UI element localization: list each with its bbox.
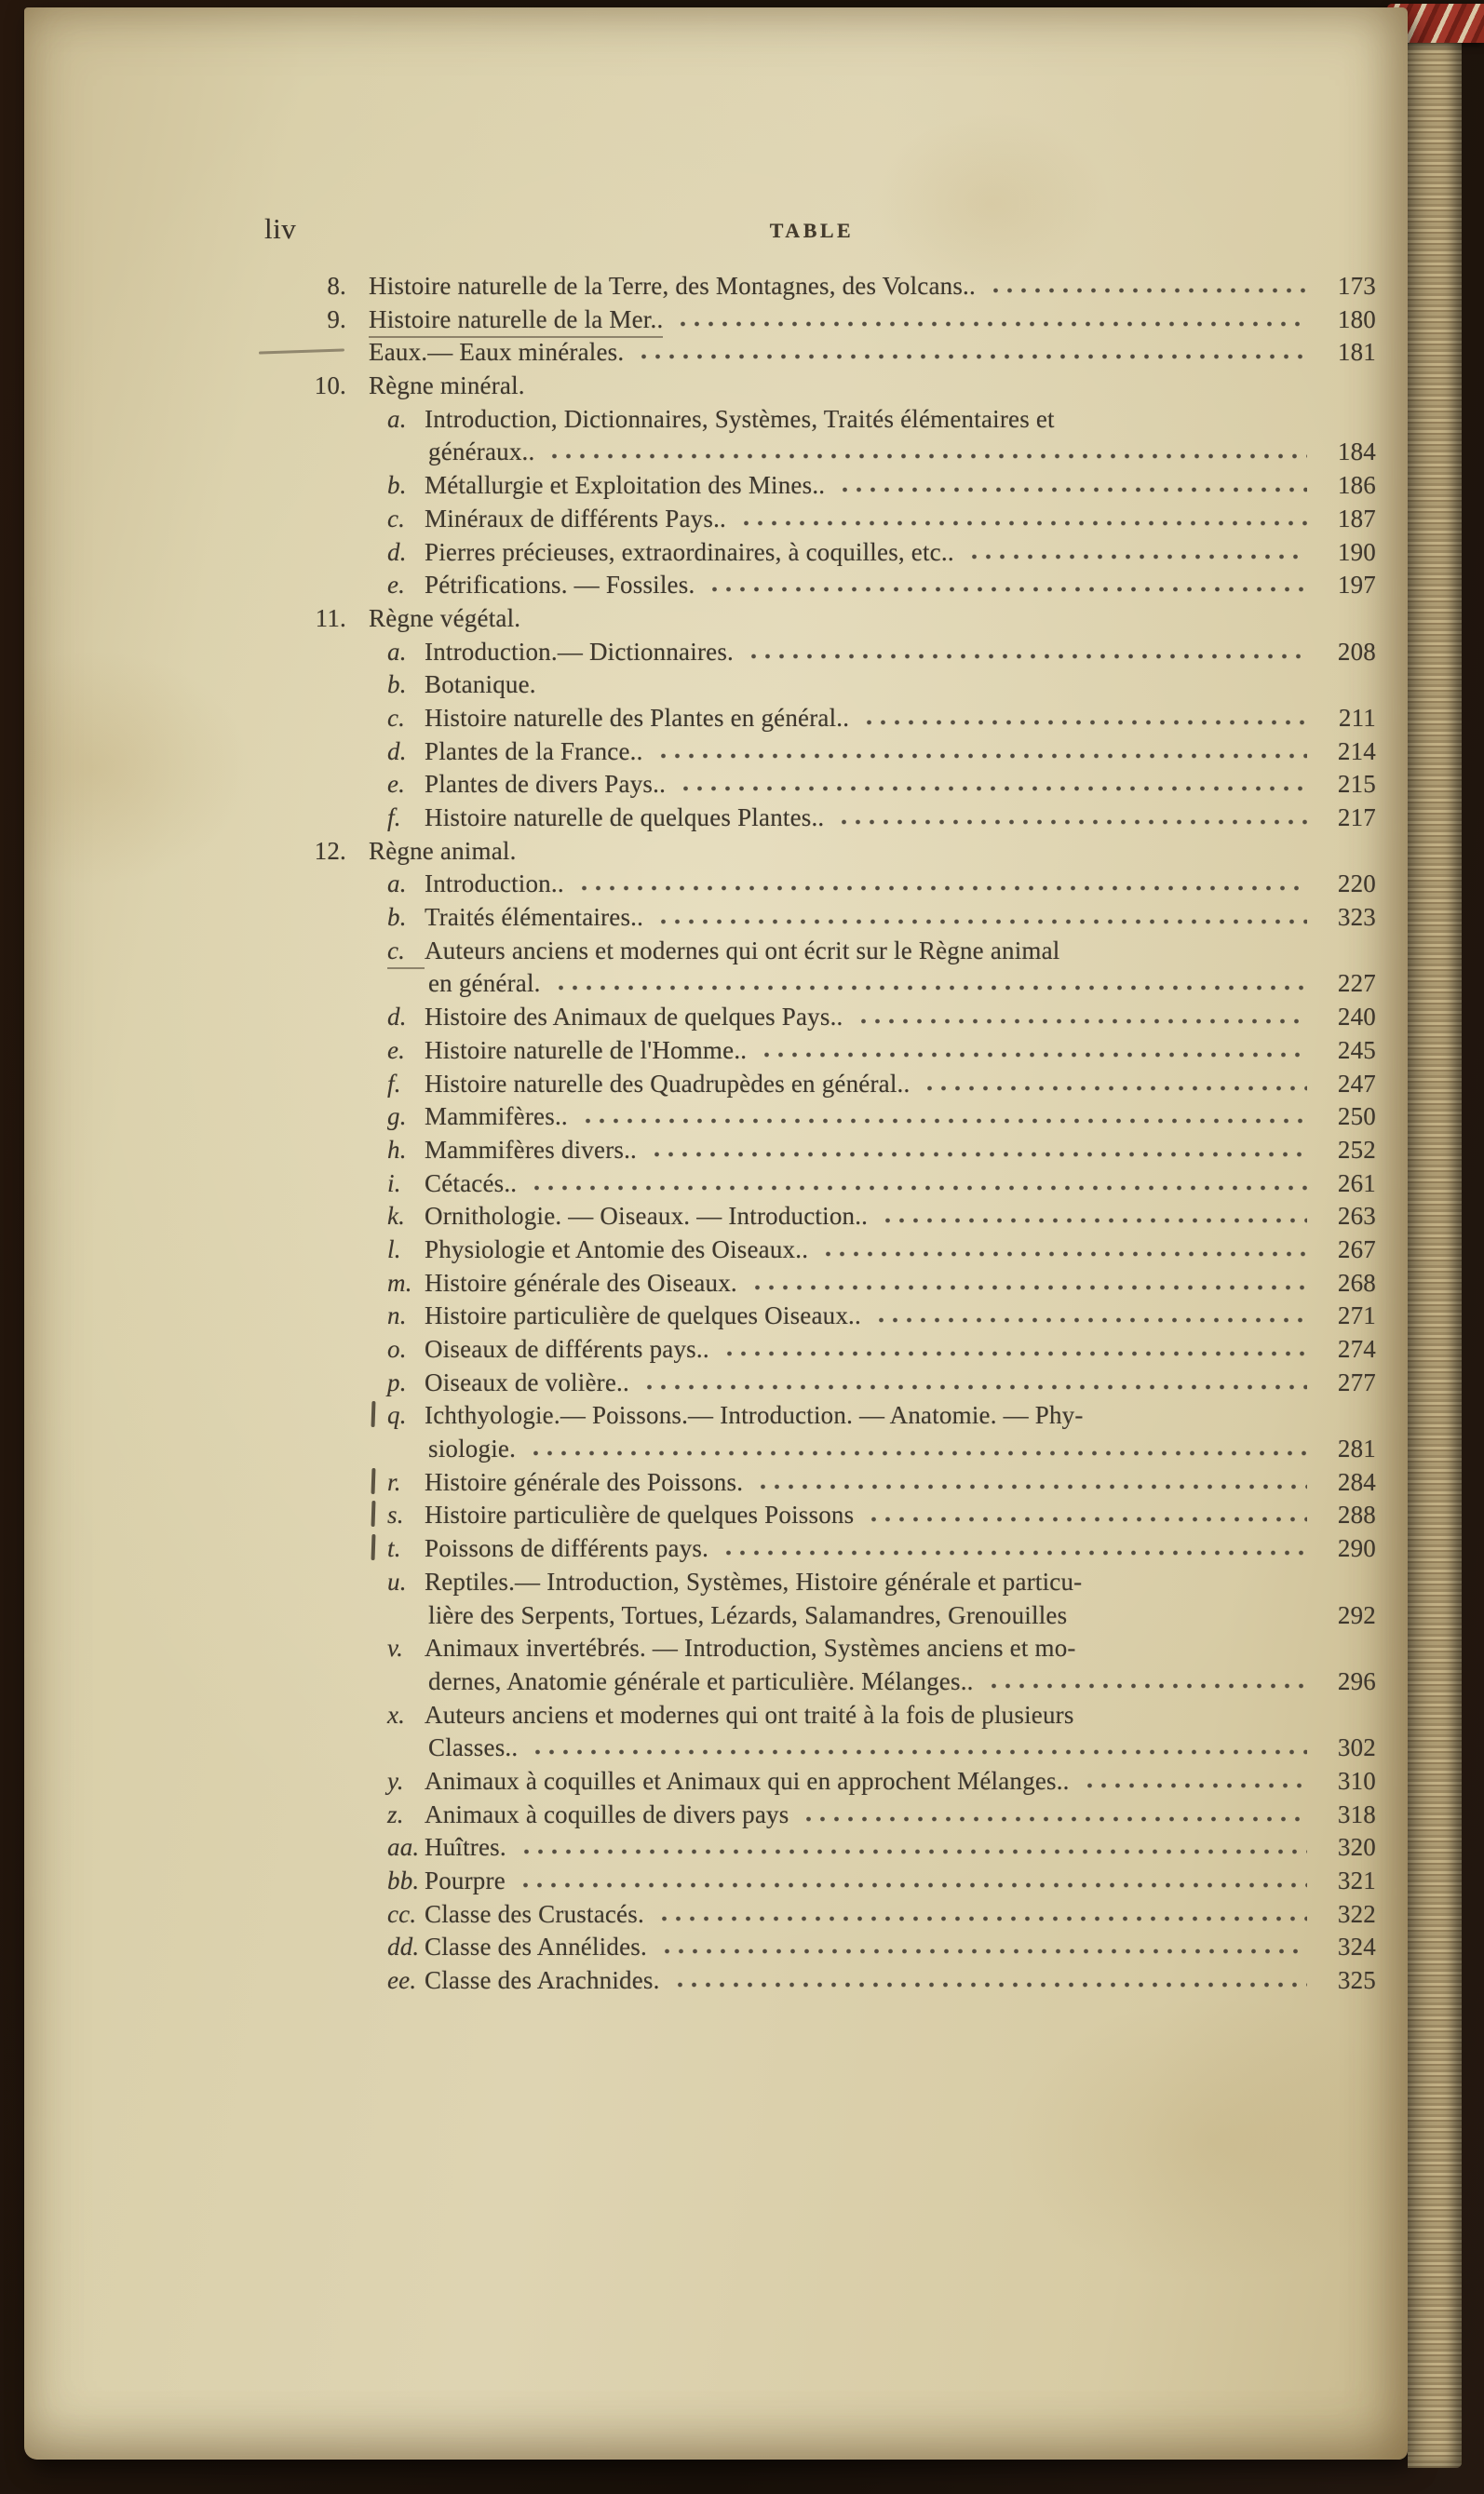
entry-title: Plantes de divers Pays.. xyxy=(425,770,667,799)
entry-title: Classe des Arachnides. xyxy=(425,1966,660,1995)
entry-letter: d. xyxy=(387,537,407,566)
toc-row xyxy=(248,1566,1376,1599)
toc-row xyxy=(248,967,1376,1001)
entry-body xyxy=(369,303,1376,339)
entry-body xyxy=(369,536,1376,570)
dot-leader xyxy=(758,1036,1307,1058)
entry-letter: dd. xyxy=(387,1933,420,1961)
entry-page: 325 xyxy=(1337,1966,1376,1995)
toc-row xyxy=(248,1300,1376,1333)
entry-title: Traités élémentaires.. xyxy=(425,903,644,932)
entry-page: 274 xyxy=(1337,1335,1376,1363)
entry-letter: a. xyxy=(387,637,407,666)
entry-page: 320 xyxy=(1337,1833,1376,1862)
entry-page: 321 xyxy=(1337,1867,1376,1894)
dot-leader xyxy=(518,1833,1307,1855)
entry-letter: s. xyxy=(387,1499,425,1532)
entry-body xyxy=(369,1931,1376,1964)
toc-row xyxy=(248,536,1376,570)
entry-title: Histoire générale des Oiseaux. xyxy=(425,1268,737,1297)
dot-leader xyxy=(965,538,1307,560)
dot-leader xyxy=(575,870,1307,892)
toc-row xyxy=(248,403,1376,437)
dot-leader xyxy=(865,1501,1307,1523)
toc-row xyxy=(248,1532,1376,1566)
entry-page: 252 xyxy=(1337,1135,1376,1164)
toc-list xyxy=(248,270,1376,1998)
entry-letter: c. xyxy=(387,703,406,732)
entry-title: Animaux invertébrés. — Introduction, Systèmes anciens et mo- xyxy=(425,1634,1076,1663)
entry-page: 214 xyxy=(1337,736,1376,765)
dot-leader xyxy=(800,1800,1307,1823)
entry-letter: c. xyxy=(387,504,406,533)
toc-row xyxy=(248,901,1376,935)
entry-title: Pierres précieuses, extraordinaires, à coquilles, etc.. xyxy=(425,537,954,566)
entry-body xyxy=(369,1898,1376,1932)
entry-title: Histoire naturelle de l'Homme.. xyxy=(425,1035,748,1064)
dot-leader xyxy=(860,704,1307,726)
toc-row xyxy=(248,935,1376,968)
entry-title: Oiseaux de volière.. xyxy=(425,1368,629,1396)
entry-page: 240 xyxy=(1337,1003,1376,1031)
entry-body xyxy=(369,1732,1376,1765)
entry-body xyxy=(369,1665,1376,1699)
entry-title: Animaux à coquilles de divers pays xyxy=(425,1800,789,1828)
entry-title: Cétacés.. xyxy=(425,1168,518,1197)
entry-page: 288 xyxy=(1337,1501,1376,1530)
toc-row xyxy=(248,336,1376,370)
entry-title: Classe des Annélides. xyxy=(425,1933,647,1961)
entry-body xyxy=(369,1367,1376,1400)
dot-leader xyxy=(985,1667,1307,1690)
entry-page: 197 xyxy=(1337,571,1376,600)
entry-title: Histoire des Animaux de quelques Pays.. xyxy=(425,1003,843,1031)
toc-row xyxy=(248,1267,1376,1301)
dot-leader xyxy=(655,1900,1307,1922)
entry-page: 190 xyxy=(1337,537,1376,566)
entry-page: 261 xyxy=(1337,1168,1376,1197)
entry-title: Auteurs anciens et modernes qui ont écrit sur le Règne animal xyxy=(425,936,1060,964)
toc-row xyxy=(248,303,1376,337)
dot-leader xyxy=(721,1335,1307,1357)
toc-row xyxy=(248,1367,1376,1400)
book-page xyxy=(24,7,1408,2460)
entry-title: généraux.. xyxy=(428,438,535,466)
entry-page: 184 xyxy=(1337,438,1376,466)
entry-title: Plantes de la France.. xyxy=(425,736,643,765)
page-title: TABLE xyxy=(769,219,855,242)
entry-page: 173 xyxy=(1337,272,1376,300)
entry-letter: i. xyxy=(387,1168,401,1197)
entry-letter: v. xyxy=(387,1634,404,1663)
table-of-contents xyxy=(248,210,1376,1998)
entry-number: 11. xyxy=(315,603,346,632)
dot-leader xyxy=(745,638,1307,660)
toc-row xyxy=(248,370,1376,403)
entry-body xyxy=(369,1200,1376,1234)
entry-body xyxy=(369,1001,1376,1034)
dot-leader xyxy=(648,1136,1307,1158)
entry-title: en général. xyxy=(428,969,541,998)
dot-leader xyxy=(674,305,1307,328)
dot-leader xyxy=(872,1301,1307,1324)
entry-body xyxy=(369,1068,1376,1101)
dot-leader xyxy=(737,505,1307,527)
entry-letter: p. xyxy=(387,1368,407,1396)
entry-letter: r. xyxy=(387,1466,425,1500)
toc-row xyxy=(248,1399,1376,1433)
entry-title: Reptiles.— Introduction, Systèmes, Histoire générale et particu- xyxy=(425,1567,1083,1596)
dot-leader xyxy=(749,1269,1307,1291)
entry-body xyxy=(369,1466,1376,1500)
entry-letter: b. xyxy=(387,670,407,699)
dot-leader xyxy=(987,272,1307,294)
entry-title: Règne minéral. xyxy=(369,371,525,400)
entry-page: 292 xyxy=(1337,1600,1376,1629)
entry-letter: d. xyxy=(387,1003,407,1031)
entry-page: 186 xyxy=(1337,471,1376,500)
entry-body xyxy=(369,1134,1376,1167)
entry-title: Poissons de différents pays. xyxy=(425,1534,709,1563)
toc-row xyxy=(248,1964,1376,1998)
entry-body xyxy=(369,935,1376,970)
dot-leader xyxy=(654,737,1307,760)
entry-title: Huîtres. xyxy=(425,1833,506,1862)
entry-title: Eaux.— Eaux minérales. xyxy=(369,338,625,367)
entry-letter: m. xyxy=(387,1268,412,1297)
entry-title: Classes.. xyxy=(428,1733,519,1762)
entry-page: 247 xyxy=(1337,1069,1376,1098)
entry-letter: b. xyxy=(387,903,407,932)
entry-page: 215 xyxy=(1337,770,1376,799)
entry-page: 302 xyxy=(1337,1733,1376,1762)
entry-letter: e. xyxy=(387,571,406,600)
entry-body xyxy=(369,702,1376,735)
entry-title: Introduction.. xyxy=(425,870,564,898)
entry-title: Métallurgie et Exploitation des Mines.. xyxy=(425,471,826,500)
entry-letter: l. xyxy=(387,1234,401,1263)
entry-page: 217 xyxy=(1337,803,1376,831)
toc-row xyxy=(248,1466,1376,1500)
entry-title: Pourpre xyxy=(425,1867,506,1894)
dot-leader xyxy=(879,1202,1307,1224)
entry-body xyxy=(369,1100,1376,1134)
entry-page: 227 xyxy=(1337,969,1376,998)
entry-title: Règne végétal. xyxy=(369,603,521,632)
entry-number: 12. xyxy=(314,836,346,865)
toc-row xyxy=(248,1333,1376,1367)
entry-letter: ee. xyxy=(387,1966,417,1995)
entry-title: Règne animal. xyxy=(369,836,517,865)
dot-leader xyxy=(720,1534,1307,1557)
entry-letter: a. xyxy=(387,870,407,898)
entry-number: 10. xyxy=(314,371,346,400)
entry-title: Histoire naturelle des Quadrupèdes en général.. xyxy=(425,1069,911,1098)
entry-body xyxy=(369,1799,1376,1832)
entry-body xyxy=(369,1599,1376,1633)
toc-row xyxy=(248,1831,1376,1865)
entry-title: Mammifères divers.. xyxy=(425,1135,637,1164)
entry-page: 220 xyxy=(1337,870,1376,898)
entry-body xyxy=(369,1234,1376,1267)
toc-row xyxy=(248,1665,1376,1699)
dot-leader xyxy=(654,903,1307,925)
entry-title: lière des Serpents, Tortues, Lézards, Salamandres, Grenouilles xyxy=(428,1600,1068,1629)
toc-row xyxy=(248,735,1376,769)
entry-body xyxy=(369,569,1376,602)
entry-page: 267 xyxy=(1337,1234,1376,1263)
entry-page: 181 xyxy=(1337,338,1376,367)
entry-page: 187 xyxy=(1337,504,1376,533)
entry-body xyxy=(369,370,1376,403)
entry-body xyxy=(369,802,1376,835)
dot-leader xyxy=(677,770,1307,792)
entry-title: Physiologie et Antomie des Oiseaux.. xyxy=(425,1234,809,1263)
entry-body xyxy=(369,1267,1376,1301)
dot-leader xyxy=(671,1966,1307,1988)
entry-page: 180 xyxy=(1337,304,1376,333)
toc-row xyxy=(248,436,1376,469)
entry-letter: d. xyxy=(387,736,407,765)
toc-row xyxy=(248,1234,1376,1267)
entry-body xyxy=(369,1532,1376,1566)
entry-title: Histoire particulière de quelques Poissons xyxy=(425,1501,855,1530)
dot-leader xyxy=(754,1468,1307,1490)
entry-letter: g. xyxy=(387,1102,407,1131)
entry-body xyxy=(369,1333,1376,1367)
entry-letter: o. xyxy=(387,1335,407,1363)
entry-body xyxy=(369,868,1376,901)
entry-body xyxy=(369,1831,1376,1865)
entry-title: siologie. xyxy=(428,1435,517,1463)
entry-body xyxy=(369,436,1376,469)
entry-number: 9. xyxy=(327,304,346,333)
entry-title: Histoire particulière de quelques Oiseaux.. xyxy=(425,1301,861,1330)
entry-page: 277 xyxy=(1337,1368,1376,1396)
entry-page: 324 xyxy=(1337,1933,1376,1961)
entry-page: 245 xyxy=(1337,1035,1376,1064)
entry-body xyxy=(369,768,1376,802)
toc-row xyxy=(248,602,1376,636)
entry-page: 323 xyxy=(1337,903,1376,932)
entry-page: 268 xyxy=(1337,1268,1376,1297)
toc-row xyxy=(248,802,1376,835)
entry-title: Histoire naturelle de la Terre, des Montagnes, des Volcans.. xyxy=(369,272,976,300)
entry-body xyxy=(369,1964,1376,1998)
entry-page: 250 xyxy=(1337,1102,1376,1131)
dot-leader xyxy=(921,1070,1307,1092)
dot-leader xyxy=(1081,1767,1307,1789)
entry-title: dernes, Anatomie générale et particulière. Mélanges.. xyxy=(428,1666,974,1695)
entry-letter: z. xyxy=(387,1800,404,1828)
toc-row xyxy=(248,1865,1376,1898)
toc-row xyxy=(248,668,1376,702)
entry-title: Introduction.— Dictionnaires. xyxy=(425,637,734,666)
toc-row xyxy=(248,1034,1376,1068)
entry-letter: e. xyxy=(387,770,406,799)
entry-body xyxy=(369,1499,1376,1532)
entry-letter: q. xyxy=(387,1399,425,1433)
entry-title: Pétrifications. — Fossiles. xyxy=(425,571,695,600)
toc-row xyxy=(248,1001,1376,1034)
dot-leader xyxy=(528,1169,1307,1192)
dot-leader xyxy=(635,338,1307,360)
page-header xyxy=(248,210,1376,253)
entry-body xyxy=(369,1167,1376,1201)
entry-body xyxy=(369,602,1376,636)
entry-title: Ichthyologie.— Poissons.— Introduction. — Anatomie. — Phy- xyxy=(425,1401,1084,1430)
entry-title: Auteurs anciens et modernes qui ont traité à la fois de plusieurs xyxy=(425,1700,1074,1729)
dot-leader xyxy=(641,1368,1307,1391)
toc-row xyxy=(248,1433,1376,1466)
entry-title: Oiseaux de différents pays.. xyxy=(425,1335,709,1363)
toc-row xyxy=(248,1599,1376,1633)
entry-body xyxy=(369,835,1376,869)
entry-title: Animaux à coquilles et Animaux qui en approchent Mélanges.. xyxy=(425,1766,1070,1795)
entry-body xyxy=(369,1865,1376,1898)
entry-body xyxy=(369,1399,1376,1433)
toc-row xyxy=(248,768,1376,802)
entry-body xyxy=(369,967,1376,1001)
dot-leader xyxy=(836,471,1307,493)
entry-page: 310 xyxy=(1337,1766,1376,1795)
entry-number: 8. xyxy=(327,272,346,300)
toc-row xyxy=(248,835,1376,869)
dot-leader xyxy=(527,1435,1307,1457)
dot-leader xyxy=(706,571,1307,593)
toc-row xyxy=(248,469,1376,503)
entry-page: 290 xyxy=(1337,1534,1376,1563)
entry-letter: n. xyxy=(387,1301,407,1330)
dot-leader xyxy=(835,803,1307,826)
entry-body xyxy=(369,503,1376,536)
dot-leader xyxy=(517,1867,1307,1889)
toc-row xyxy=(248,1100,1376,1134)
dot-leader xyxy=(552,969,1307,991)
toc-row xyxy=(248,1898,1376,1932)
toc-row xyxy=(248,1799,1376,1832)
entry-letter: f. xyxy=(387,803,401,831)
toc-row xyxy=(248,702,1376,735)
entry-body xyxy=(369,1300,1376,1333)
entry-body xyxy=(369,1765,1376,1799)
toc-row xyxy=(248,503,1376,536)
toc-row xyxy=(248,1699,1376,1732)
toc-row xyxy=(248,1200,1376,1234)
entry-title: Classe des Crustacés. xyxy=(425,1899,644,1928)
entry-body xyxy=(369,1632,1376,1665)
toc-row xyxy=(248,1499,1376,1532)
entry-body xyxy=(369,636,1376,669)
folio-number: liv xyxy=(264,212,297,245)
entry-title: Introduction, Dictionnaires, Systèmes, Traités élémentaires et xyxy=(425,404,1055,433)
entry-letter: k. xyxy=(387,1202,406,1231)
entry-letter: h. xyxy=(387,1135,407,1164)
toc-row xyxy=(248,1134,1376,1167)
page-edge-stack xyxy=(1408,17,1462,2468)
dot-leader xyxy=(855,1003,1308,1025)
entry-letter: u. xyxy=(387,1567,407,1596)
toc-row xyxy=(248,636,1376,669)
entry-body xyxy=(369,336,1376,370)
entry-title: Mammifères.. xyxy=(425,1102,568,1131)
toc-row xyxy=(248,1068,1376,1101)
entry-page: 263 xyxy=(1337,1202,1376,1231)
entry-title: Botanique. xyxy=(425,670,536,699)
entry-page: 284 xyxy=(1337,1467,1376,1496)
entry-body xyxy=(369,469,1376,503)
entry-body xyxy=(369,901,1376,935)
entry-body xyxy=(369,270,1376,303)
entry-letter: bb. xyxy=(387,1867,420,1894)
entry-letter: t. xyxy=(387,1532,425,1566)
entry-page: 322 xyxy=(1337,1899,1376,1928)
entry-page: 296 xyxy=(1337,1666,1376,1695)
toc-row xyxy=(248,1632,1376,1665)
dot-leader xyxy=(579,1102,1307,1125)
dot-leader xyxy=(529,1733,1307,1756)
entry-body xyxy=(369,1699,1376,1732)
toc-row xyxy=(248,1732,1376,1765)
entry-body xyxy=(369,735,1376,769)
entry-letter: a. xyxy=(387,404,407,433)
entry-letter: c. xyxy=(387,935,425,970)
dot-leader xyxy=(658,1933,1307,1955)
toc-row xyxy=(248,270,1376,303)
entry-body xyxy=(369,1034,1376,1068)
entry-page: 271 xyxy=(1337,1301,1376,1330)
entry-body xyxy=(369,403,1376,437)
toc-row xyxy=(248,1765,1376,1799)
entry-body xyxy=(369,1433,1376,1466)
toc-row xyxy=(248,1167,1376,1201)
entry-page: 318 xyxy=(1337,1800,1376,1828)
entry-letter: b. xyxy=(387,471,407,500)
entry-title: Histoire générale des Poissons. xyxy=(425,1467,744,1496)
entry-letter: x. xyxy=(387,1700,406,1729)
entry-letter: e. xyxy=(387,1035,406,1064)
entry-letter: y. xyxy=(387,1766,404,1795)
entry-page: 211 xyxy=(1338,703,1376,732)
toc-row xyxy=(248,1931,1376,1964)
toc-row xyxy=(248,868,1376,901)
entry-letter: f. xyxy=(387,1069,401,1098)
entry-title: Histoire naturelle des Plantes en général.. xyxy=(425,703,850,732)
toc-row xyxy=(248,569,1376,602)
entry-title: Histoire naturelle de quelques Plantes.. xyxy=(425,803,825,831)
entry-letter: aa. xyxy=(387,1833,420,1862)
entry-body xyxy=(369,1566,1376,1599)
entry-page: 208 xyxy=(1337,637,1376,666)
dot-leader xyxy=(819,1235,1307,1258)
entry-title: Ornithologie. — Oiseaux. — Introduction.. xyxy=(425,1202,869,1231)
entry-body xyxy=(369,668,1376,702)
dot-leader xyxy=(546,438,1307,460)
entry-title: Histoire naturelle de la Mer.. xyxy=(369,303,663,339)
entry-title: Minéraux de différents Pays.. xyxy=(425,504,726,533)
entry-letter: cc. xyxy=(387,1899,417,1928)
entry-page: 281 xyxy=(1337,1435,1376,1463)
